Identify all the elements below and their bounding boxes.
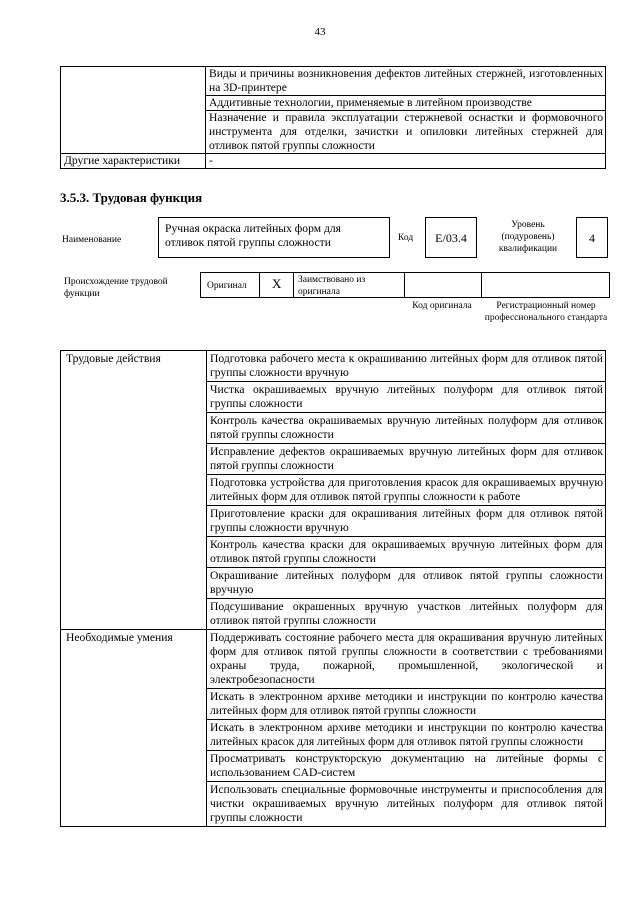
divider <box>481 273 482 297</box>
skill-item: Использовать специальные формовочные инструменты и приспособления для чистки окрашиваемых вручную литейных полуформ для отливок пятой группы сложности <box>207 782 606 827</box>
function-name-box <box>158 217 390 258</box>
level-label: Уровень (подуровень) квалификации <box>498 220 558 254</box>
action-item: Контроль качества окрашиваемых вручную литейных полуформ для отливок пятой группы сложности <box>207 413 606 444</box>
knowledge-item: Аддитивные технологии, применяемые в литейном производстве <box>206 96 606 111</box>
action-item: Подготовка рабочего места к окрашиванию литейных форм для отливок пятой группы сложности вручную <box>207 351 606 382</box>
knowledge-label-cell <box>61 67 206 154</box>
action-item: Приготовление краски для окрашивания литейных форм для отливок пятой группы сложности вручную <box>207 506 606 537</box>
origin-label: Происхождение трудовой функции <box>64 277 168 299</box>
divider <box>293 273 294 297</box>
other-characteristics-value: - <box>206 154 606 169</box>
page-number: 43 <box>314 26 326 38</box>
reg-number-label: Регистрационный номер профессионального стандарта <box>484 301 608 323</box>
divider <box>259 273 260 297</box>
borrowed-label: Заимствовано из оригинала <box>298 275 366 297</box>
knowledge-item: Виды и причины возникновения дефектов литейных стержней, изготовленных на 3D-принтере <box>206 67 606 96</box>
action-item: Подготовка устройства для приготовления красок для окрашиваемых вручную литейных форм для отливок пятой группы сложности к работе <box>207 475 606 506</box>
other-characteristics-label: Другие характеристики <box>61 154 206 169</box>
action-item: Подсушивание окрашенных вручную участков литейных полуформ для отливок пятой группы сложности <box>207 599 606 630</box>
action-item: Чистка окрашиваемых вручную литейных полуформ для отливок пятой группы сложности <box>207 382 606 413</box>
code-value: E/03.4 <box>435 231 467 245</box>
action-item: Контроль качества краски для окрашиваемых вручную литейных форм для отливок пятой группы сложности <box>207 537 606 568</box>
knowledge-item: Назначение и правила эксплуатации стержневой оснастки и формовочного инструмента для отделки, зачистки и опиловки литейных стержней для отливок пятой группы сложности <box>206 111 606 154</box>
original-mark: X <box>272 276 282 291</box>
name-label: Наименование <box>62 235 122 245</box>
original-label: Оригинал <box>207 281 247 291</box>
skill-item: Искать в электронном архиве методики и инструкции по контролю качества литейных форм для отливок пятой группы сложности <box>207 689 606 720</box>
action-item: Исправление дефектов окрашиваемых вручную литейных форм для отливок пятой группы сложности <box>207 444 606 475</box>
skills-label: Необходимые умения <box>61 630 207 827</box>
action-item: Окрашивание литейных полуформ для отливок пятой группы сложности вручную <box>207 568 606 599</box>
section-heading: 3.5.3. Трудовая функция <box>60 190 203 205</box>
skill-item: Просматривать конструкторскую документацию на литейные формы с использованием CAD-систем <box>207 751 606 782</box>
function-name: Ручная окраска литейных форм для отливок пятой группы сложности <box>165 222 341 249</box>
level-box <box>576 217 608 258</box>
code-label: Код <box>398 233 414 243</box>
level-value: 4 <box>589 231 595 245</box>
actions-label: Трудовые действия <box>61 351 207 630</box>
code-original-label: Код оригинала <box>412 301 472 311</box>
divider <box>404 273 405 297</box>
skill-item: Поддерживать состояние рабочего места для окрашивания вручную литейных форм для отливок пятой группы сложности в соответствии с требованиями охраны труда, пожарной, промышленной, экологической и электробезопасности <box>207 630 606 689</box>
origin-row <box>200 272 610 298</box>
labor-function-table <box>60 350 606 827</box>
code-box <box>425 217 477 258</box>
knowledge-table <box>60 66 606 169</box>
skill-item: Искать в электронном архиве методики и инструкции по контролю качества литейных красок для литейных форм для отливок пятой группы сложности <box>207 720 606 751</box>
